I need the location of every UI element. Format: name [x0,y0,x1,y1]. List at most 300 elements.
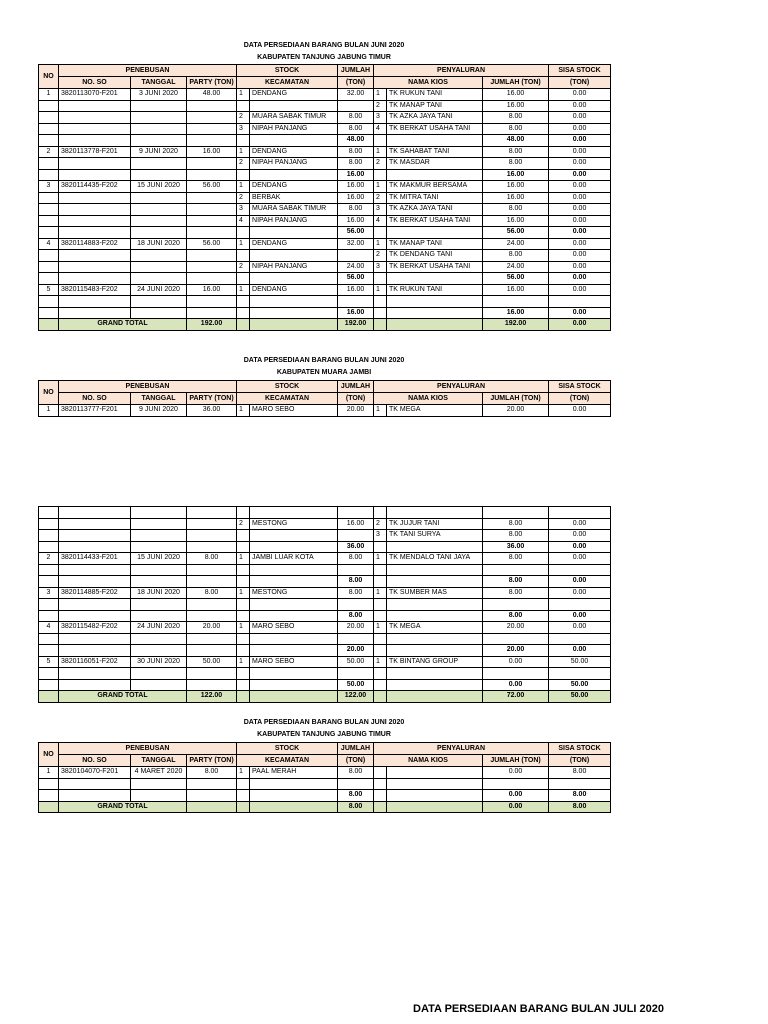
header-penyaluran: PENYALURAN [374,381,549,393]
cell-jumlah: 8.00 [338,146,374,158]
table-row [39,633,611,645]
data-table [38,506,611,703]
header-jumlah-ton: JUMLAH (TON) [483,393,549,405]
cell-no-so: 3820114433-F201 [59,553,131,565]
cell-party [187,778,237,790]
gt-blank [250,801,338,813]
cell-party [187,169,237,181]
gt-blank [237,319,250,331]
cell-nama-kios: TK MEGA [387,622,483,634]
header-tanggal: TANGGAL [131,77,187,89]
cell-nama-kios: TK RUKUN TANI [387,284,483,296]
cell-sisa-stock: 0.00 [549,100,611,112]
cell-party [187,518,237,530]
cell-kecamatan: MESTONG [250,518,338,530]
cell-party: 8.00 [187,587,237,599]
cell-jumlah [338,778,374,790]
cell-tanggal [131,215,187,227]
cell-party: 8.00 [187,767,237,779]
cell-kec-no [237,679,250,691]
cell-party: 16.00 [187,284,237,296]
cell-nama-kios [387,576,483,588]
cell-party [187,679,237,691]
cell-sisa-stock: 0.00 [549,169,611,181]
cell-tanggal: 30 JUNI 2020 [131,656,187,668]
cell-tanggal [131,296,187,308]
cell-sisa-stock: 8.00 [549,790,611,802]
cell-tanggal: 9 JUNI 2020 [131,405,187,417]
cell-nama-kios: TK BERKAT USAHA TANI [387,123,483,135]
cell-kios-no [374,778,387,790]
cell-sisa-stock: 0.00 [549,215,611,227]
gt-sisa: 0.00 [549,319,611,331]
cell-no-so: 3820114883-F202 [59,238,131,250]
cell-no-so [59,215,131,227]
cell-kec-no [237,576,250,588]
section-subtitle: KABUPATEN TANJUNG JABUNG TIMUR [257,54,391,61]
cell-kios-no [374,679,387,691]
gt-blank [387,691,483,703]
cell-row-no [39,576,59,588]
cell-party [187,192,237,204]
cell-row-no [39,778,59,790]
header-ton: (TON) [338,393,374,405]
header-penebusan: PENEBUSAN [59,743,237,755]
cell-row-no [39,790,59,802]
cell-kios-no [374,564,387,576]
cell-jumlah-salur [483,668,549,680]
cell-row-no [39,307,59,319]
cell-party [187,250,237,262]
cell-row-no [39,507,59,519]
table-row [39,518,611,530]
header-no: NO [39,743,59,767]
cell-jumlah: 8.00 [338,123,374,135]
cell-no-so [59,204,131,216]
cell-sisa-stock: 50.00 [549,656,611,668]
cell-row-no: 4 [39,622,59,634]
section-title: DATA PERSEDIAAN BARANG BULAN JUNI 2020 [243,42,405,49]
cell-no-so: 3820114435-F202 [59,181,131,193]
cell-row-no [39,668,59,680]
cell-no-so [59,633,131,645]
gt-blank [387,801,483,813]
cell-kec-no [237,790,250,802]
cell-kios-no [374,307,387,319]
cell-tanggal [131,273,187,285]
cell-no-so [59,507,131,519]
cell-no-so [59,123,131,135]
cell-row-no [39,100,59,112]
cell-party [187,158,237,170]
cell-jumlah: 48.00 [338,135,374,147]
cell-row-no [39,599,59,611]
table-row [39,576,611,588]
cell-party: 20.00 [187,622,237,634]
cell-kios-no: 4 [374,215,387,227]
grand-total-label: GRAND TOTAL [59,319,187,331]
cell-party [187,633,237,645]
table-row [39,261,611,273]
cell-party: 56.00 [187,238,237,250]
cell-nama-kios: TK RUKUN TANI [387,89,483,101]
cell-jumlah: 16.00 [338,215,374,227]
cell-kios-no: 2 [374,192,387,204]
cell-jumlah: 32.00 [338,238,374,250]
cell-kecamatan: DENDANG [250,284,338,296]
gt-party: 122.00 [187,691,237,703]
cell-row-no [39,158,59,170]
header-sisa-stock: SISA STOCK [549,743,611,755]
cell-kios-no [374,135,387,147]
cell-party [187,261,237,273]
table-row [39,169,611,181]
table-row [39,158,611,170]
cell-kecamatan [250,610,338,622]
cell-kec-no: 1 [237,405,250,417]
cell-jumlah-salur: 8.00 [483,518,549,530]
cell-kios-no: 1 [374,89,387,101]
cell-jumlah: 8.00 [338,158,374,170]
cell-kecamatan: DENDANG [250,181,338,193]
table-row [39,622,611,634]
gt-jumlah: 122.00 [338,691,374,703]
cell-kios-no [374,633,387,645]
table-row [39,215,611,227]
header-stock: STOCK [237,381,338,393]
cell-nama-kios [387,645,483,657]
cell-sisa-stock: 0.00 [549,181,611,193]
cell-nama-kios [387,169,483,181]
cell-kec-no: 1 [237,622,250,634]
table-row [39,296,611,308]
cell-kec-no [237,296,250,308]
stock-table-tanjab-timur [38,64,610,331]
cell-tanggal [131,599,187,611]
cell-sisa-stock: 0.00 [549,112,611,124]
cell-kios-no [374,296,387,308]
gt-blank [39,801,59,813]
cell-kec-no: 2 [237,158,250,170]
cell-jumlah [338,564,374,576]
section-subtitle: KABUPATEN MUARA JAMBI [276,369,372,376]
cell-kecamatan: NIPAH PANJANG [250,123,338,135]
cell-no-so [59,296,131,308]
cell-jumlah-salur: 0.00 [483,767,549,779]
cell-nama-kios: TK SAHABAT TANI [387,146,483,158]
cell-row-no: 2 [39,146,59,158]
cell-nama-kios [387,541,483,553]
cell-tanggal: 4 MARET 2020 [131,767,187,779]
cell-jumlah: 8.00 [338,576,374,588]
cell-kec-no: 1 [237,767,250,779]
cell-no-so [59,261,131,273]
header-no: NO [39,65,59,89]
cell-tanggal [131,518,187,530]
cell-nama-kios: TK TANI SURYA [387,530,483,542]
cell-kios-no: 3 [374,530,387,542]
header-nama-kios: NAMA KIOS [374,393,483,405]
cell-tanggal [131,123,187,135]
cell-row-no: 5 [39,284,59,296]
header-no-so: NO. SO [59,393,131,405]
header-kecamatan: KECAMATAN [237,77,338,89]
cell-jumlah: 8.00 [338,610,374,622]
cell-party: 50.00 [187,656,237,668]
cell-tanggal [131,541,187,553]
cell-jumlah-salur: 20.00 [483,645,549,657]
table-row [39,790,611,802]
cell-kec-no [237,227,250,239]
cell-kec-no [237,599,250,611]
header-penyaluran: PENYALURAN [374,65,549,77]
cell-no-so [59,576,131,588]
cell-kios-no: 2 [374,100,387,112]
cell-kec-no [237,169,250,181]
cell-nama-kios: TK AZKA JAYA TANI [387,112,483,124]
cell-jumlah-salur: 16.00 [483,100,549,112]
header-sisa-stock: SISA STOCK [549,65,611,77]
cell-kec-no: 1 [237,284,250,296]
cell-row-no: 4 [39,238,59,250]
cell-row-no [39,227,59,239]
header-sisa-ton: (TON) [549,393,611,405]
cell-nama-kios: TK MITRA TANI [387,192,483,204]
cell-nama-kios [387,507,483,519]
cell-party [187,668,237,680]
cell-party [187,530,237,542]
cell-jumlah-salur [483,778,549,790]
grand-total-label: GRAND TOTAL [59,801,187,813]
cell-party [187,100,237,112]
cell-kec-no [237,645,250,657]
data-table [38,380,611,417]
cell-no-so [59,599,131,611]
cell-kec-no [237,610,250,622]
header-sisa-stock: SISA STOCK [549,381,611,393]
header-kecamatan: KECAMATAN [237,393,338,405]
cell-jumlah-salur: 24.00 [483,238,549,250]
cell-tanggal [131,645,187,657]
cell-sisa-stock [549,296,611,308]
cell-kec-no [237,273,250,285]
cell-party [187,541,237,553]
cell-party [187,645,237,657]
cell-jumlah: 24.00 [338,261,374,273]
cell-sisa-stock: 0.00 [549,553,611,565]
cell-party: 48.00 [187,89,237,101]
cell-kecamatan [250,273,338,285]
section-title: DATA PERSEDIAAN BARANG BULAN JUNI 2020 [243,719,405,726]
cell-jumlah-salur: 8.00 [483,530,549,542]
cell-jumlah-salur: 16.00 [483,215,549,227]
header-no-so: NO. SO [59,77,131,89]
cell-kecamatan: NIPAH PANJANG [250,261,338,273]
cell-kios-no: 1 [374,146,387,158]
table-row [39,530,611,542]
cell-kec-no [237,633,250,645]
cell-party: 36.00 [187,405,237,417]
cell-party [187,227,237,239]
cell-kios-no: 1 [374,622,387,634]
cell-kecamatan [250,541,338,553]
cell-nama-kios [387,296,483,308]
cell-jumlah-salur: 8.00 [483,112,549,124]
cell-nama-kios: TK BINTANG GROUP [387,656,483,668]
cell-tanggal: 18 JUNI 2020 [131,238,187,250]
header-penebusan: PENEBUSAN [59,65,237,77]
cell-kios-no: 2 [374,250,387,262]
gt-blank [374,801,387,813]
table-row [39,599,611,611]
gt-blank [39,691,59,703]
cell-party [187,564,237,576]
cell-jumlah: 16.00 [338,169,374,181]
cell-kec-no: 4 [237,215,250,227]
cell-jumlah-salur: 8.00 [483,610,549,622]
cell-kec-no: 3 [237,123,250,135]
cell-kecamatan [250,135,338,147]
cell-kecamatan: NIPAH PANJANG [250,158,338,170]
cell-party [187,204,237,216]
cell-kios-no: 4 [374,123,387,135]
cell-sisa-stock: 0.00 [549,587,611,599]
cell-kios-no: 1 [374,656,387,668]
table-row [39,587,611,599]
cell-row-no [39,679,59,691]
cell-nama-kios: TK JUJUR TANI [387,518,483,530]
cell-jumlah-salur: 20.00 [483,622,549,634]
header-tanggal: TANGGAL [131,755,187,767]
cell-tanggal [131,307,187,319]
cell-kec-no: 1 [237,553,250,565]
header-sisa-ton: (TON) [549,77,611,89]
header-jumlah: JUMLAH [338,743,374,755]
gt-blank [250,319,338,331]
cell-jumlah: 16.00 [338,518,374,530]
cell-kios-no [374,790,387,802]
cell-row-no: 3 [39,181,59,193]
cell-nama-kios [387,790,483,802]
cell-sisa-stock: 0.00 [549,192,611,204]
cell-row-no [39,633,59,645]
cell-sisa-stock: 0.00 [549,204,611,216]
data-table [38,64,611,331]
section-subtitle: KABUPATEN TANJUNG JABUNG TIMUR [257,731,391,738]
cell-no-so [59,679,131,691]
grand-total-row [39,691,611,703]
cell-jumlah: 56.00 [338,227,374,239]
gt-blank [39,319,59,331]
cell-row-no [39,610,59,622]
cell-kios-no: 1 [374,553,387,565]
cell-kios-no: 1 [374,587,387,599]
stock-table-muara-jambi-continued [38,506,610,703]
cell-row-no [39,541,59,553]
header-kecamatan: KECAMATAN [237,755,338,767]
cell-tanggal [131,530,187,542]
section-title: DATA PERSEDIAAN BARANG BULAN JUNI 2020 [243,357,405,364]
gt-sisa: 8.00 [549,801,611,813]
cell-nama-kios [387,273,483,285]
cell-kecamatan [250,507,338,519]
cell-kecamatan [250,250,338,262]
table-row [39,553,611,565]
cell-kec-no [237,778,250,790]
cell-tanggal: 24 JUNI 2020 [131,284,187,296]
cell-jumlah-salur: 16.00 [483,307,549,319]
cell-row-no [39,250,59,262]
cell-nama-kios: TK SUMBER MAS [387,587,483,599]
cell-party [187,135,237,147]
cell-kios-no [374,767,387,779]
cell-row-no [39,273,59,285]
grand-total-row [39,801,611,813]
cell-row-no: 3 [39,587,59,599]
cell-no-so [59,778,131,790]
cell-no-so [59,227,131,239]
cell-sisa-stock [549,778,611,790]
cell-sisa-stock: 0.00 [549,227,611,239]
cell-party [187,296,237,308]
cell-jumlah: 8.00 [338,204,374,216]
cell-tanggal [131,169,187,181]
cell-nama-kios [387,767,483,779]
cell-tanggal [131,227,187,239]
header-jumlah-ton: JUMLAH (TON) [483,77,549,89]
cell-tanggal: 24 JUNI 2020 [131,622,187,634]
table-row [39,284,611,296]
cell-party: 56.00 [187,181,237,193]
cell-party [187,576,237,588]
cell-no-so [59,158,131,170]
cell-row-no: 1 [39,405,59,417]
cell-kecamatan [250,564,338,576]
table-row [39,656,611,668]
cell-jumlah: 8.00 [338,553,374,565]
table-row [39,112,611,124]
header-no: NO [39,381,59,405]
cell-no-so [59,518,131,530]
gt-jumlah: 192.00 [338,319,374,331]
cell-no-so: 3820115483-F202 [59,284,131,296]
table-row [39,307,611,319]
cell-kios-no: 1 [374,284,387,296]
cell-kios-no [374,645,387,657]
cell-nama-kios: TK MEGA [387,405,483,417]
cell-row-no [39,135,59,147]
cell-nama-kios: TK MANAP TANI [387,100,483,112]
header-party: PARTY (TON) [187,393,237,405]
cell-party: 8.00 [187,553,237,565]
cell-sisa-stock: 0.00 [549,89,611,101]
header-jumlah-ton: JUMLAH (TON) [483,755,549,767]
cell-kios-no [374,541,387,553]
cell-kios-no: 2 [374,158,387,170]
cell-no-so [59,610,131,622]
cell-kec-no [237,307,250,319]
cell-party [187,273,237,285]
cell-jumlah-salur: 16.00 [483,181,549,193]
cell-kecamatan: BERBAK [250,192,338,204]
cell-kecamatan: DENDANG [250,89,338,101]
cell-kios-no [374,610,387,622]
cell-no-so: 3820113777-F201 [59,405,131,417]
cell-jumlah [338,250,374,262]
cell-kios-no [374,169,387,181]
cell-jumlah: 8.00 [338,790,374,802]
cell-party: 16.00 [187,146,237,158]
